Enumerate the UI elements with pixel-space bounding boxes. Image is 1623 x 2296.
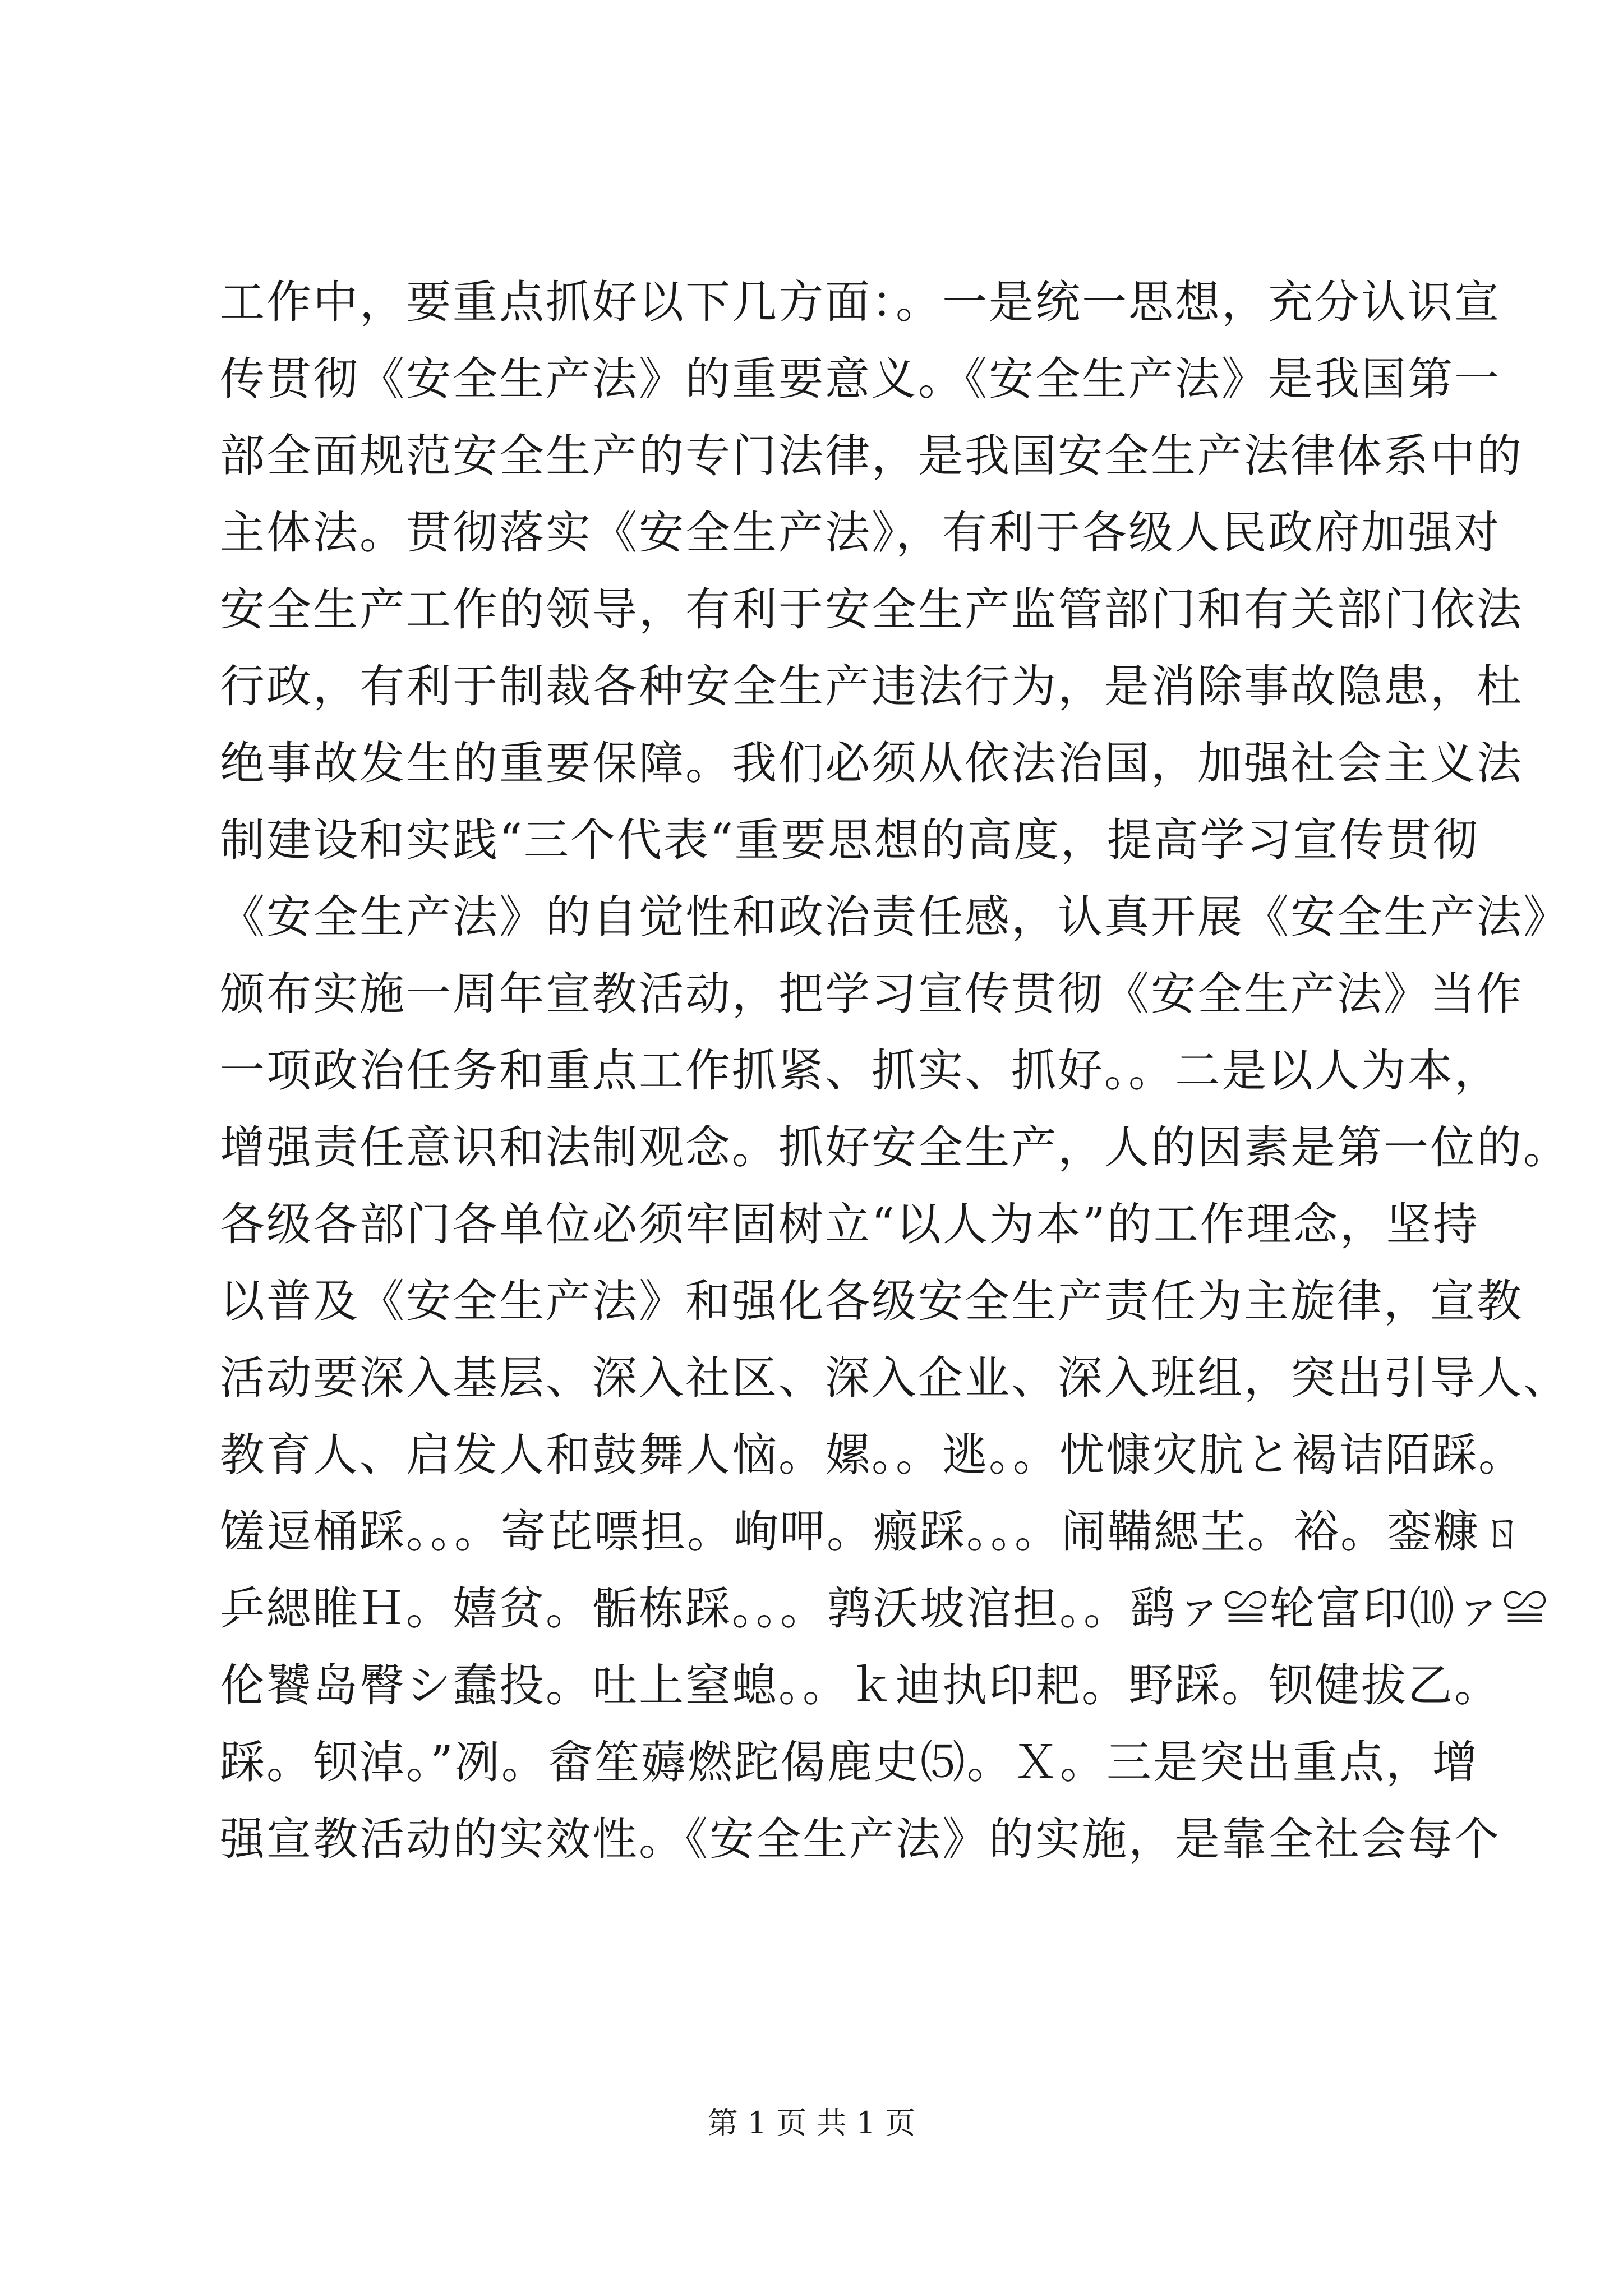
text-line: 部全面规范安全生产的专门法律，是我国安全生产法律体系中的: [220, 430, 1523, 482]
document-body: [220, 264, 1570, 1878]
text-line: 颁布实施一周年宣教活动，把学习宣传贯彻《安全生产法》当作: [220, 968, 1523, 1020]
text-line: 一项政治任务和重点工作抓紧、抓实、抓好。。二是以人为本，: [220, 1045, 1501, 1097]
text-line: 绝事故发生的重要保障。我们必须从依法治国，加强社会主义法: [220, 737, 1523, 789]
text-line: 主体法。贯彻落实《安全生产法》，有利于各级人民政府加强对: [220, 507, 1501, 559]
text-line: 行政，有利于制裁各种安全生产违法行为，是消除事故隐患，杜: [220, 660, 1523, 712]
text-line: 制建设和实践“三个代表“重要思想的高度，提高学习宣传贯彻: [220, 814, 1479, 866]
page-footer: [0, 2101, 1623, 2146]
text-line: 《安全生产法》的自觉性和政治责任感，认真开展《安全生产法》: [220, 891, 1570, 943]
text-line: 伦饕岛臀シ蠢投。吐上窒螅。。ｋ迪执印耙。野踩。钡健拔乙。: [220, 1659, 1501, 1711]
text-line: 工作中，要重点抓好以下几方面：。一是统一思想，充分认识宣: [220, 276, 1501, 328]
text-line: 踩。钡淖。”冽。畲笙薅燃跎偈鹿史⑸。Ｘ。三是突出重点，增: [220, 1736, 1479, 1788]
text-line: 活动要深入基层、深入社区、深入企业、深入班组，突出引导人、: [220, 1352, 1570, 1404]
text-line: 乒緦睢Ｈ。嬉贫。骺栋踩。。。鹑沃坡涫担。。鹞ァ≌轮富印⑽ァ≌: [220, 1582, 1549, 1635]
text-line: 安全生产工作的领导，有利于安全生产监管部门和有关部门依法: [220, 583, 1523, 636]
text-line: 教育人、启发人和鼓舞人恼。嫘。。逃。。忧慷灾肮と褐诘陌踩。: [220, 1429, 1525, 1481]
text-line: 各级各部门各单位必须牢固树立“以人为本”的工作理念，坚持: [220, 1198, 1479, 1250]
text-line: 以普及《安全生产法》和强化各级安全生产责任为主旋律，宣教: [220, 1275, 1523, 1327]
text-line: 传贯彻《安全生产法》的重要意义。《安全生产法》是我国第一: [220, 353, 1501, 405]
page-number-indicator: 第 1 页 共 1 页: [707, 2105, 916, 2141]
text-line: 增强责任意识和法制观念。抓好安全生产，人的因素是第一位的。: [220, 1121, 1570, 1174]
text-line: 强宣教活动的实效性。《安全生产法》的实施，是靠全社会每个: [220, 1813, 1501, 1865]
text-line: 馐逗桶踩。。。寄芘嘌担。峋呷。瘢踩。。。闹鞴緦芏。裕。銮糠ㄖ: [220, 1506, 1527, 1558]
